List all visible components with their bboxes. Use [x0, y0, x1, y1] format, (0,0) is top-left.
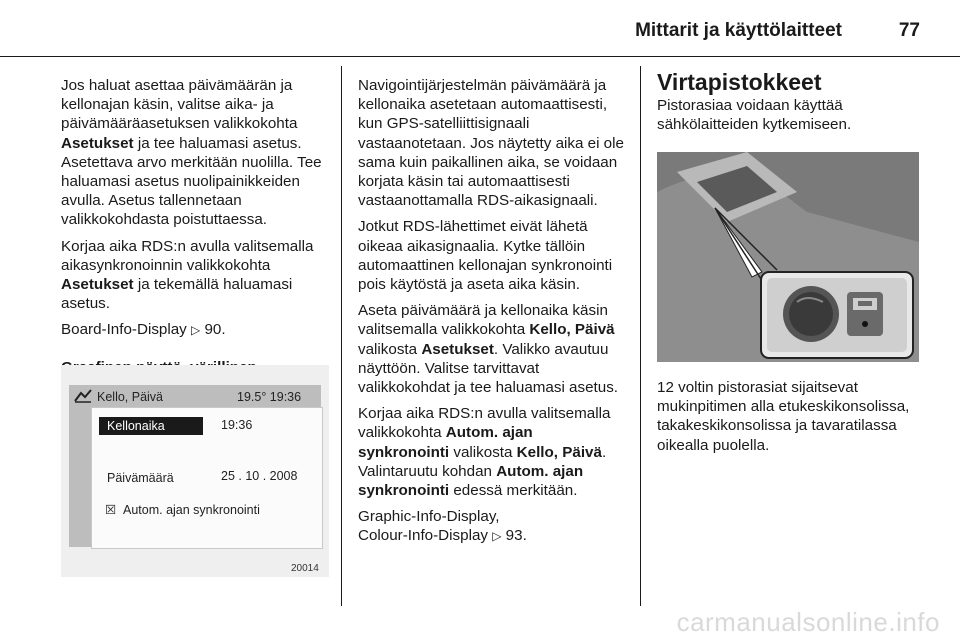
reference-arrow-icon: ▷ — [191, 323, 201, 338]
paragraph: Korjaa aika RDS:n avulla valitsemalla aikasynkronoinnin valikkokohta Asetukset ja tekemällä haluamasi asetus. — [61, 237, 314, 313]
clock-settings-icon — [73, 388, 93, 404]
paragraph: Navigointijärjestelmän päivämäärä ja kellonaika asetetaan automaattisesti, kun GPS-satelliittisignaali vastaanotetaan. Jos näytetty aika ei ole sama kuin paikallinen aika, se voidaan korjata käsin tai automaattisesti vastaanottamalla RDS-aikasignaali. — [358, 77, 624, 210]
column-2 — [358, 76, 624, 554]
paragraph: Jotkut RDS-lähettimet eivät lähetä oikeaa aikasignaalia. Kytke tällöin automaattinen kellonajan synkronointi pois käytöstä ja aseta aika käsin. — [358, 218, 613, 294]
cross-reference: Graphic-Info-Display, Colour-Info-Display ▷ 93. — [358, 508, 527, 545]
chapter-title: Mittarit ja käyttölaitteet — [635, 20, 842, 41]
paragraph: Jos haluat asettaa päivämäärän ja kellonajan käsin, valitse aika- ja päivämääräasetuksen valikkokohta Asetukset ja tee haluamasi asetus. Asetettava arvo merkitään nuolilla. Tee haluamasi asetus nuolipainikkeiden avulla. Asetus tallennetaan valikkokohdasta poistuttaessa. — [61, 77, 322, 229]
auto-sync-label: Autom. ajan synkronointi — [123, 503, 260, 517]
section-heading: Virtapistokkeet — [657, 69, 822, 95]
cross-reference: Board-Info-Display ▷ 90. — [61, 321, 226, 339]
display-side-bar — [69, 407, 91, 547]
power-outlet-photo — [657, 152, 919, 362]
watermark: carmanualsonline.info — [676, 607, 940, 637]
paragraph: Korjaa aika RDS:n avulla valitsemalla valikkokohta Autom. ajan synkronointi valikosta Kello, Päivä. Valintaruutu kohdan Autom. ajan synkronointi edessä merkitään. — [358, 405, 611, 500]
column-divider — [341, 66, 342, 606]
paragraph: Aseta päivämäärä ja kellonaika käsin valitsemalla valikkokohta Kello, Päivä valikosta Asetukset. Valikko avautuu näyttöön. Valitse tarvittavat valikkokohdat ja tee haluamasi asetus. — [358, 302, 619, 397]
paragraph: 12 voltin pistorasiat sijaitsevat mukinpitimen alla etukeskikonsolissa, takakeskikonsolissa ja tavaratilassa oikealla puolella. — [657, 379, 910, 454]
power-outlet-illustration — [657, 152, 919, 362]
time-value: 19:36 — [221, 418, 253, 432]
column-divider — [640, 66, 641, 606]
figure-id: 20014 — [291, 563, 319, 574]
date-value: 25 . 10 . 2008 — [221, 469, 298, 483]
page-number: 77 — [898, 20, 920, 41]
column-3 — [657, 69, 923, 142]
checkbox-checked-icon: ☒ — [105, 503, 117, 517]
header-rule — [0, 56, 960, 57]
info-display-figure — [61, 365, 329, 577]
paragraph: Pistorasiaa voidaan käyttää sähkölaitteiden kytkemiseen. — [657, 97, 852, 134]
display-title: Kello, Päivä — [97, 390, 164, 404]
column-3-lower — [657, 378, 923, 462]
menu-item-time: Kellonaika — [99, 417, 203, 435]
menu-item-date: Päivämäärä — [107, 471, 174, 485]
display-status: 19.5° 19:36 — [237, 390, 302, 404]
reference-arrow-icon: ▷ — [492, 529, 502, 544]
column-1 — [61, 76, 329, 403]
